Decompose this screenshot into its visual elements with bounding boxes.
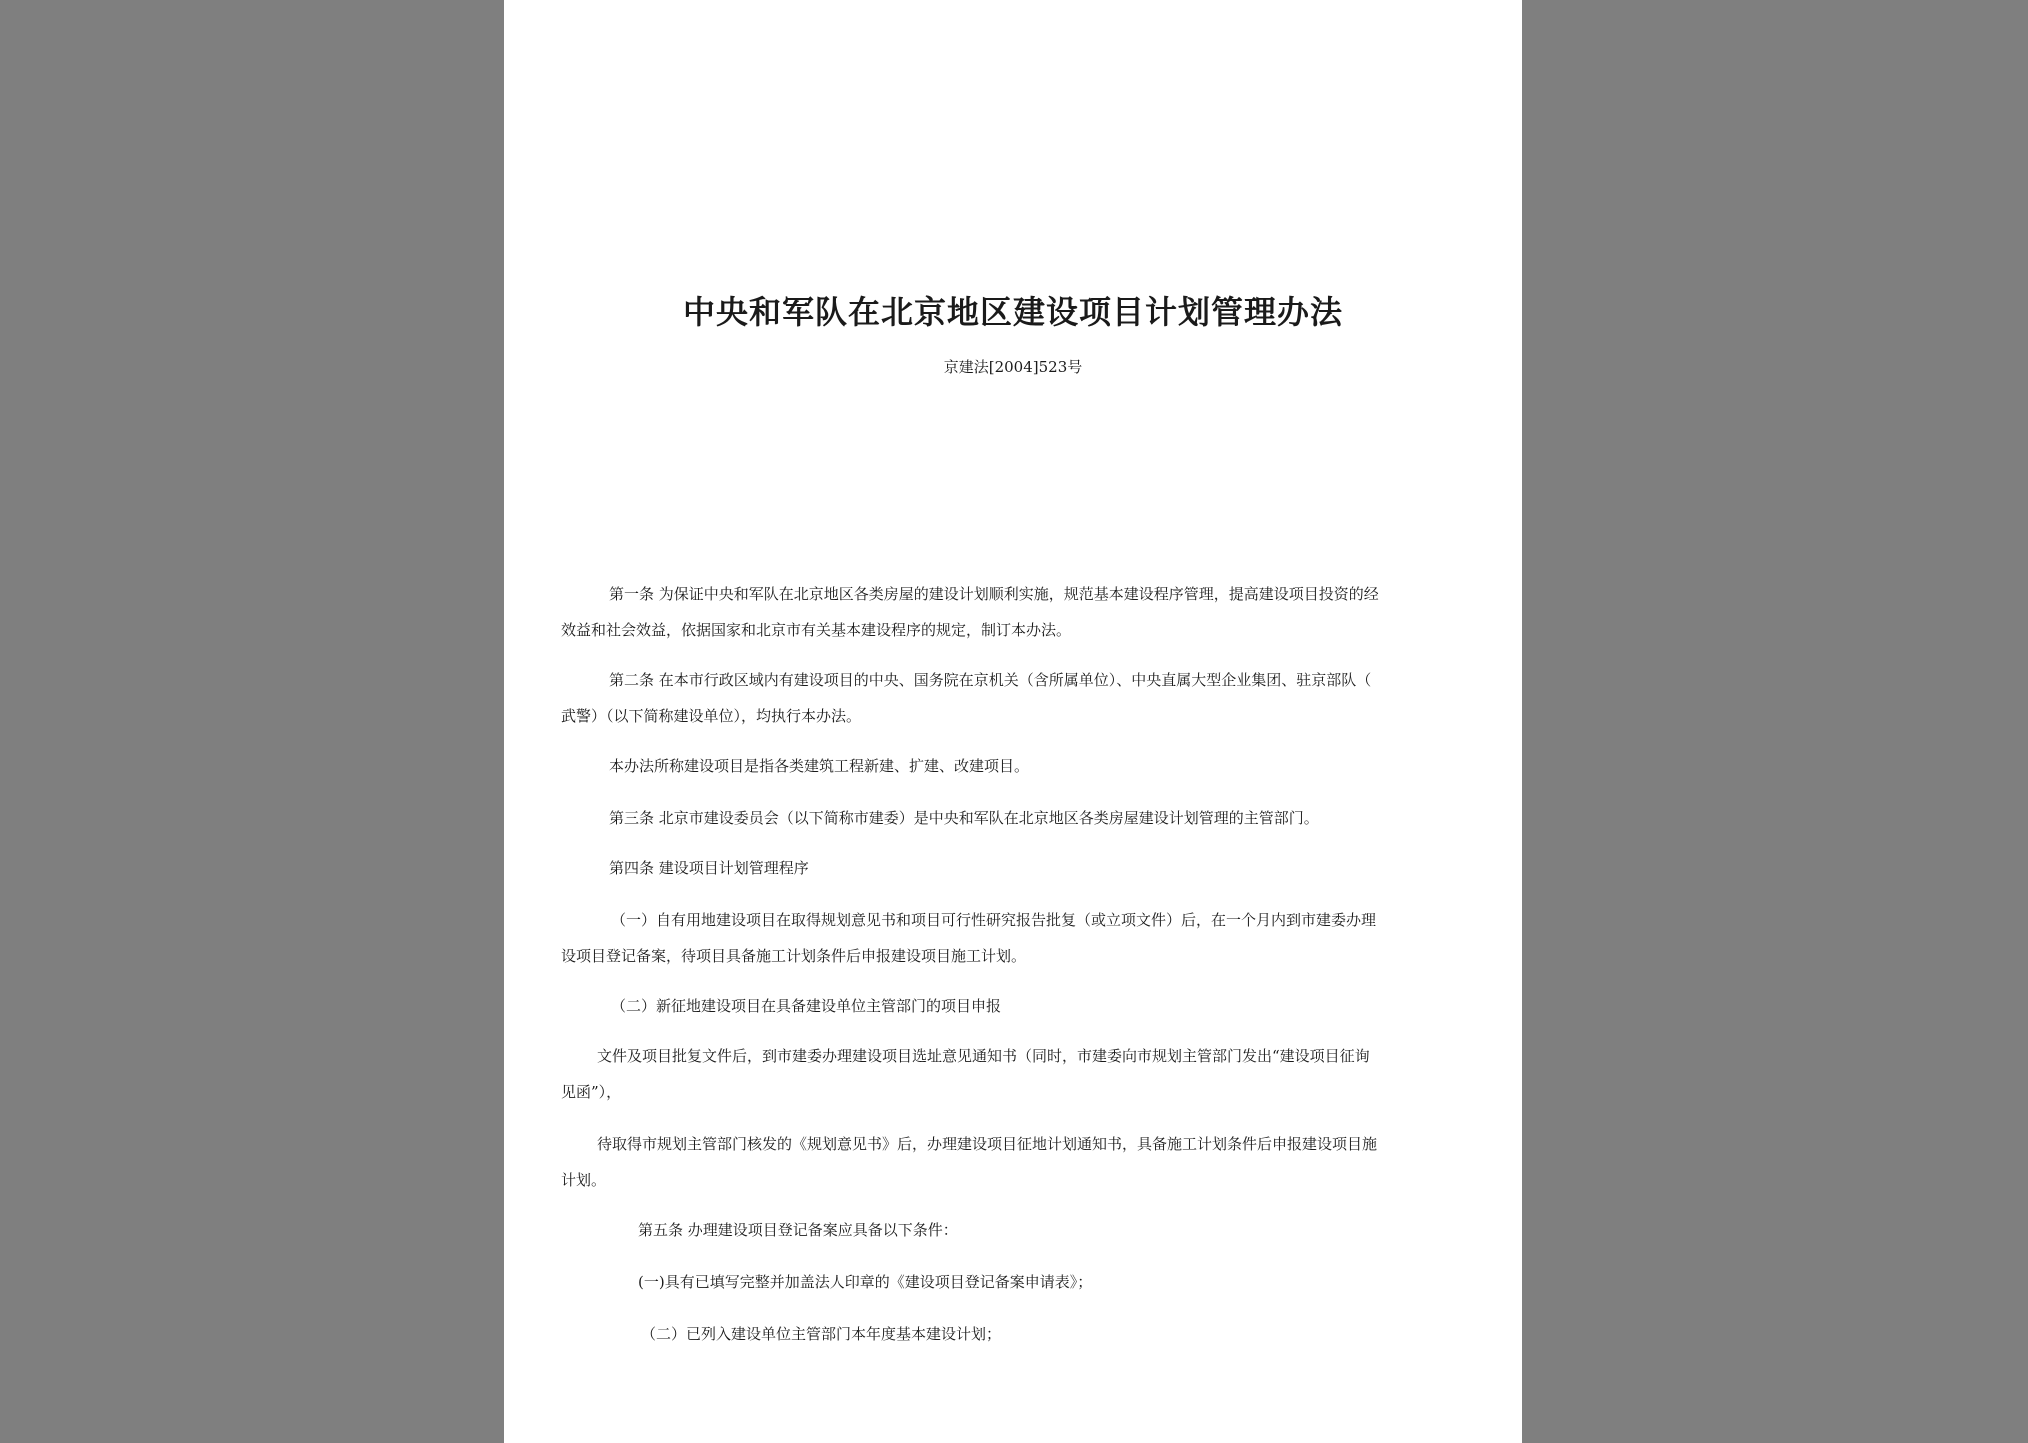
paragraph-line: 效益和社会效益，依据国家和北京市有关基本建设程序的规定，制订本办法。 bbox=[561, 621, 1072, 639]
article-2 bbox=[561, 662, 1441, 734]
article-5-item-2 bbox=[641, 1316, 1521, 1352]
paragraph-line: 武警）（以下简称建设单位），均执行本办法。 bbox=[561, 707, 862, 725]
article-4-item-2-followup bbox=[561, 1126, 1441, 1198]
article-5 bbox=[638, 1212, 1518, 1248]
article-1 bbox=[561, 576, 1441, 648]
paragraph-line: （二）已列入建设单位主管部门本年度基本建设计划； bbox=[641, 1325, 1002, 1343]
document-page bbox=[504, 0, 1522, 1443]
document-title: 中央和军队在北京地区建设项目计划管理办法 bbox=[682, 293, 1343, 331]
paragraph-line: （一）自有用地建设项目在取得规划意见书和项目可行性研究报告批复（或立项文件）后，在一个月内到市建委办理 bbox=[611, 911, 1377, 929]
paragraph-line: 待取得市规划主管部门核发的《规划意见书》后，办理建设项目征地计划通知书，具备施工计划条件后申报建设项目施 bbox=[597, 1135, 1378, 1153]
paragraph-line: （二）新征地建设项目在具备建设单位主管部门的项目申报 bbox=[611, 997, 1002, 1015]
article-2-note bbox=[609, 748, 1489, 784]
article-4 bbox=[609, 850, 1489, 886]
paragraph-line: 文件及项目批复文件后，到市建委办理建设项目选址意见通知书（同时，市建委向市规划主管部门发出“建设项目征询 bbox=[597, 1047, 1370, 1065]
paragraph-line: 第一条 为保证中央和军队在北京地区各类房屋的建设计划顺利实施，规范基本建设程序管理，提高建设项目投资的经 bbox=[609, 585, 1379, 603]
paragraph-line: 第二条 在本市行政区域内有建设项目的中央、国务院在京机关（含所属单位）、中央直属大型企业集团、驻京部队（ bbox=[609, 671, 1372, 689]
paragraph-line: 第五条 办理建设项目登记备案应具备以下条件： bbox=[638, 1221, 958, 1239]
paragraph-line: 第四条 建设项目计划管理程序 bbox=[609, 859, 809, 877]
paragraph-line: 计划。 bbox=[561, 1171, 607, 1189]
article-4-item-2-continued bbox=[561, 1038, 1441, 1110]
paragraph-line: 本办法所称建设项目是指各类建筑工程新建、扩建、改建项目。 bbox=[609, 757, 1030, 775]
paragraph-line: 第三条 北京市建设委员会（以下简称市建委）是中央和军队在北京地区各类房屋建设计划管理的主管部门。 bbox=[609, 809, 1319, 827]
article-4-item-2 bbox=[611, 988, 1491, 1024]
document-number: 京建法[2004]523号 bbox=[943, 358, 1083, 376]
article-3 bbox=[609, 800, 1489, 836]
article-5-item-1 bbox=[638, 1264, 1518, 1300]
paragraph-line: (一)具有已填写完整并加盖法人印章的《建设项目登记备案申请表》； bbox=[638, 1273, 1093, 1291]
paragraph-line: 见函”）， bbox=[561, 1083, 622, 1101]
article-4-item-1 bbox=[561, 902, 1441, 974]
paragraph-line: 设项目登记备案，待项目具备施工计划条件后申报建设项目施工计划。 bbox=[561, 947, 1027, 965]
